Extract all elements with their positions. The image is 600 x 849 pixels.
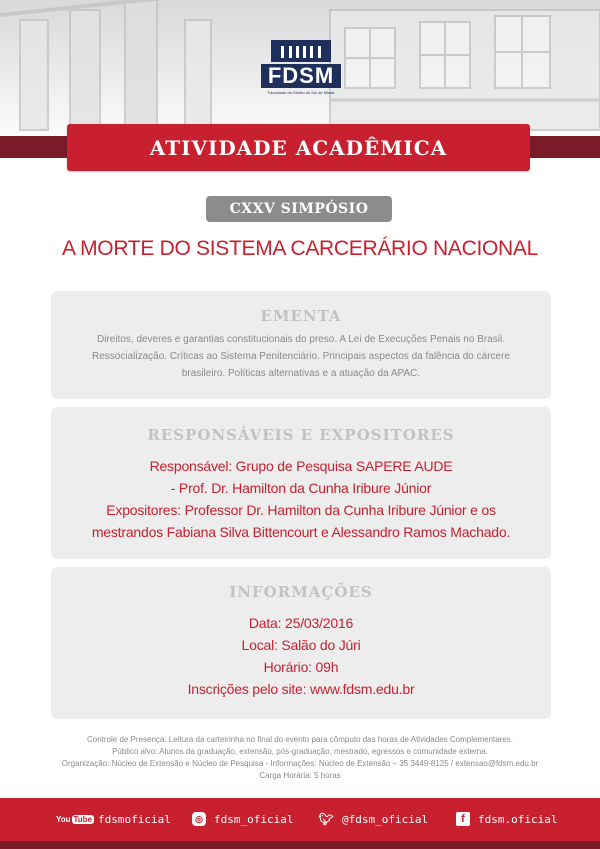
logo-text: FDSM: [261, 64, 341, 88]
info-registration-link[interactable]: Inscrições pelo site: www.fdsm.edu.br: [187, 681, 415, 697]
twitter-icon: 🐦︎: [318, 812, 334, 826]
footnote-line: Controle de Presença: Leitura da carteirinha no final do evento para cômputo das horas de Atividades Complementares.: [86, 735, 514, 744]
social-facebook[interactable]: [456, 811, 557, 827]
columns-icon: [271, 40, 331, 62]
social-twitter[interactable]: [318, 811, 428, 827]
ementa-body: [51, 325, 551, 382]
ementa-line: Direitos, deveres e garantias constitucionais do preso. A Lei de Execuções Penais no Brasil.: [96, 334, 505, 345]
info-time: Horário: 09h: [263, 659, 339, 675]
responsaveis-heading: RESPONSÁVEIS E EXPOSITORES: [147, 426, 455, 444]
responsaveis-body: [51, 444, 551, 543]
fdsm-logo: [261, 40, 341, 102]
page-title: ATIVIDADE ACADÊMICA: [67, 124, 530, 171]
ementa-line: Ressocialização. Críticas ao Sistema Penitenciário. Principais aspectos da falência do cárcere: [92, 351, 510, 362]
facebook-handle: fdsm.oficial: [478, 812, 558, 826]
footnote-line: Organização: Núcleo de Extensão e Núcleo de Pesquisa - Informações: Núcleo de Extensão – 35 3449-8125 / extensao@fdsm.edu.br: [61, 759, 539, 768]
ementa-line: brasileiro. Políticas alternativas e a atuação da APAC.: [181, 368, 421, 379]
footnote: [0, 734, 600, 782]
informacoes-card: [51, 567, 551, 719]
responsaveis-card: [51, 407, 551, 559]
facebook-icon: f: [456, 812, 470, 826]
event-badge: CXXV SIMPÓSIO: [206, 196, 392, 222]
responsaveis-line: mestrandos Fabiana Silva Bittencourt e Alessandro Ramos Machado.: [91, 524, 511, 540]
youtube-icon: You Tube: [55, 814, 93, 824]
responsaveis-line: - Prof. Dr. Hamilton da Cunha Iribure Júnior: [170, 480, 432, 496]
responsaveis-line: Expositores: Professor Dr. Hamilton da Cunha Iribure Júnior e os: [106, 502, 496, 518]
info-location: Local: Salão do Júri: [241, 637, 361, 653]
event-title: A MORTE DO SISTEMA CARCERÁRIO NACIONAL: [62, 237, 538, 260]
responsaveis-line: Responsável: Grupo de Pesquisa SAPERE AUDE: [149, 458, 453, 474]
youtube-handle: fdsmoficial: [98, 812, 171, 826]
social-youtube[interactable]: [55, 811, 171, 827]
info-date: Data: 25/03/2016: [248, 615, 354, 631]
informacoes-body: [51, 601, 551, 700]
logo-subtitle: Faculdade de Direito do Sul de Minas: [267, 90, 335, 95]
social-instagram[interactable]: [192, 811, 293, 827]
instagram-icon: ◎: [192, 812, 206, 826]
informacoes-heading: INFORMAÇÕES: [229, 583, 373, 601]
footer-strip: [0, 841, 600, 849]
ementa-card: [51, 291, 551, 399]
ementa-heading: EMENTA: [260, 307, 342, 325]
instagram-handle: fdsm_oficial: [214, 812, 294, 826]
footnote-line: Carga Horária: 5 horas: [259, 771, 341, 780]
footnote-line: Público alvo: Alunos da graduação, extensão, pós-graduação, mestrado, egressos e comunidade externa.: [112, 747, 488, 756]
twitter-handle: @fdsm_oficial: [342, 812, 429, 826]
